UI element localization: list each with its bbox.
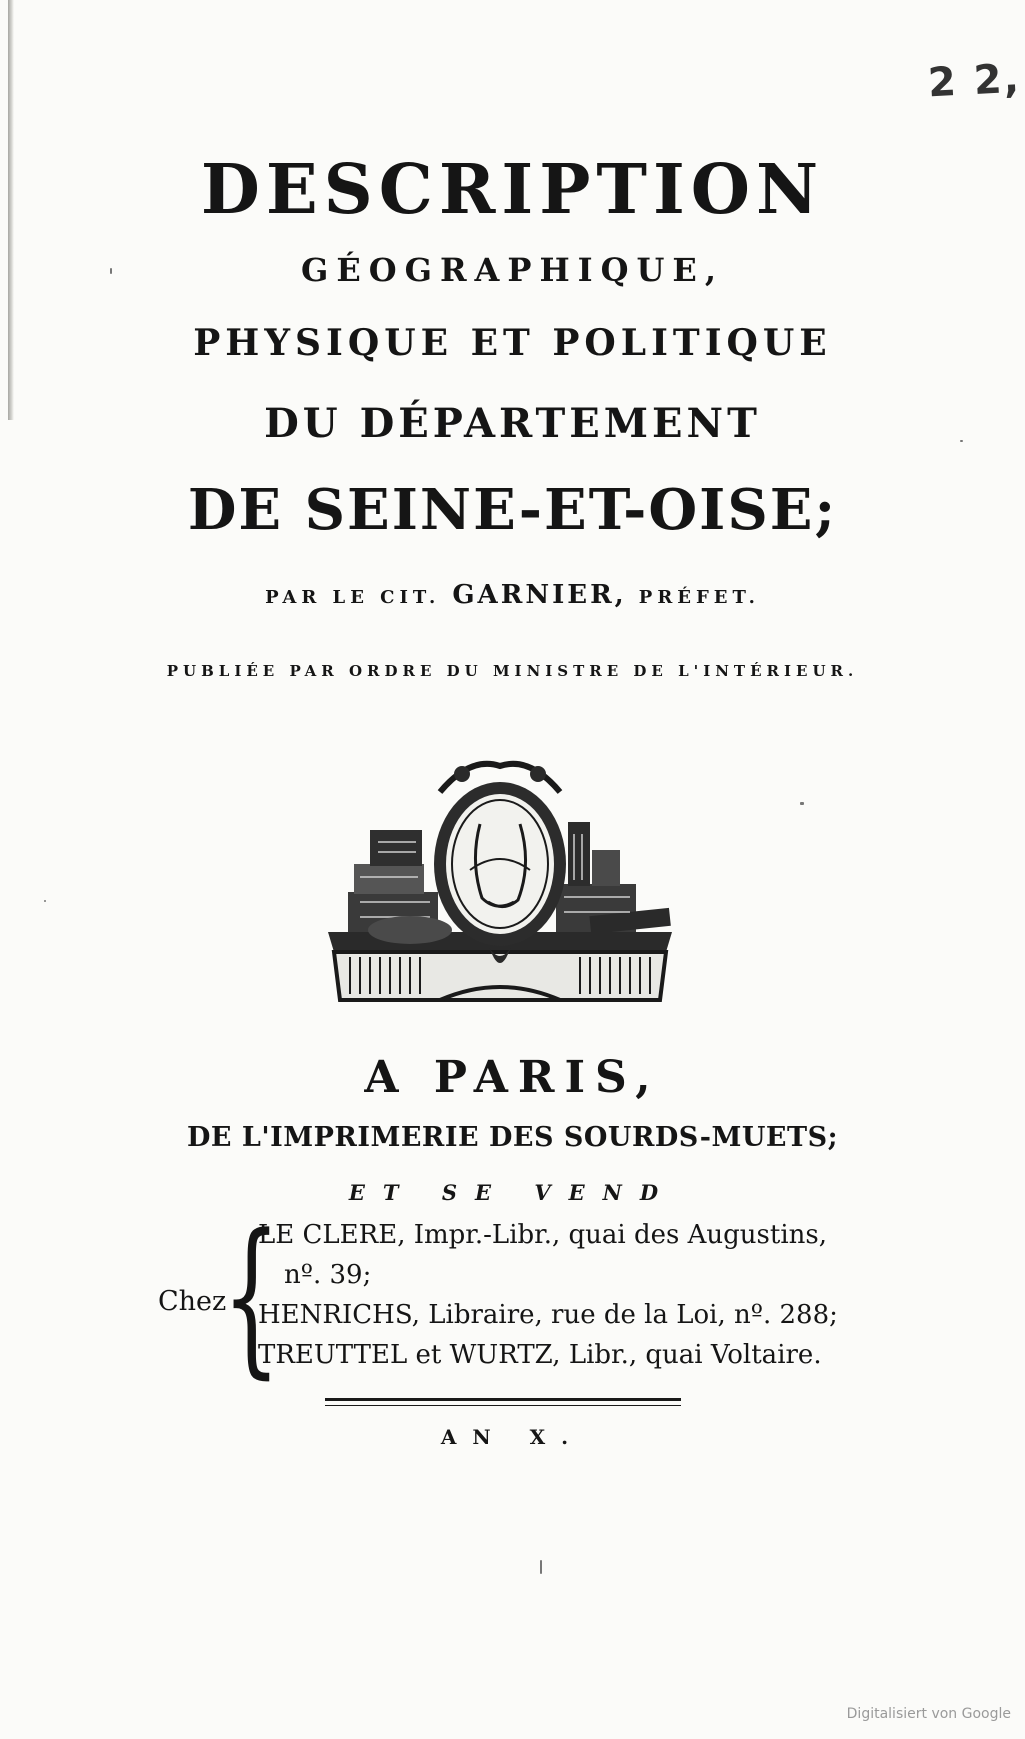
paper-speck <box>44 900 46 902</box>
address-line: HENRICHS, Libraire, rue de la Loi, nº. 288; <box>258 1300 838 1330</box>
title-line-4: DU DÉPARTEMENT <box>264 400 761 447</box>
title-line-1: DESCRIPTION <box>200 150 825 230</box>
chez-label: Chez <box>158 1286 227 1317</box>
address-line: LE CLERE, Impr.-Libr., quai des Augustins, <box>258 1220 827 1250</box>
imprint-printer: DE L'IMPRIMERIE DES SOURDS-MUETS; <box>186 1122 839 1153</box>
imprint-city: A PARIS, <box>364 1052 661 1103</box>
title-line-2: GÉOGRAPHIQUE, <box>301 251 724 289</box>
author-name: GARNIER, <box>452 580 627 610</box>
booksellers-list <box>158 1198 858 1394</box>
digitization-credit: Digitalisiert von Google <box>846 1706 1011 1722</box>
double-rule-top <box>325 1398 681 1401</box>
author-line <box>0 580 1025 610</box>
address-line: TREUTTEL et WURTZ, Libr., quai Voltaire. <box>258 1340 822 1370</box>
printers-vignette <box>320 752 680 1010</box>
title-line-5: DE SEINE-ET-OISE; <box>187 477 838 543</box>
paper-speck <box>540 1560 542 1574</box>
brace-glyph: { <box>222 1198 281 1394</box>
paper-speck <box>960 440 963 442</box>
author-suffix: PRÉFET. <box>638 587 760 608</box>
imprint-year: AN X. <box>440 1425 585 1449</box>
double-rule-bottom <box>325 1405 681 1406</box>
publication-note: PUBLIÉE PAR ORDRE DU MINISTRE DE L'INTÉRIEUR. <box>166 662 859 680</box>
paper-speck <box>110 268 112 274</box>
paper-speck <box>800 802 804 805</box>
title-line-3: PHYSIQUE ET POLITIQUE <box>193 322 832 364</box>
imprint-sold: ET SE VEND <box>348 1180 677 1205</box>
shelf-mark: 2 2, <box>926 55 1022 107</box>
address-line: nº. 39; <box>284 1260 372 1290</box>
author-prefix: PAR LE CIT. <box>265 587 441 608</box>
